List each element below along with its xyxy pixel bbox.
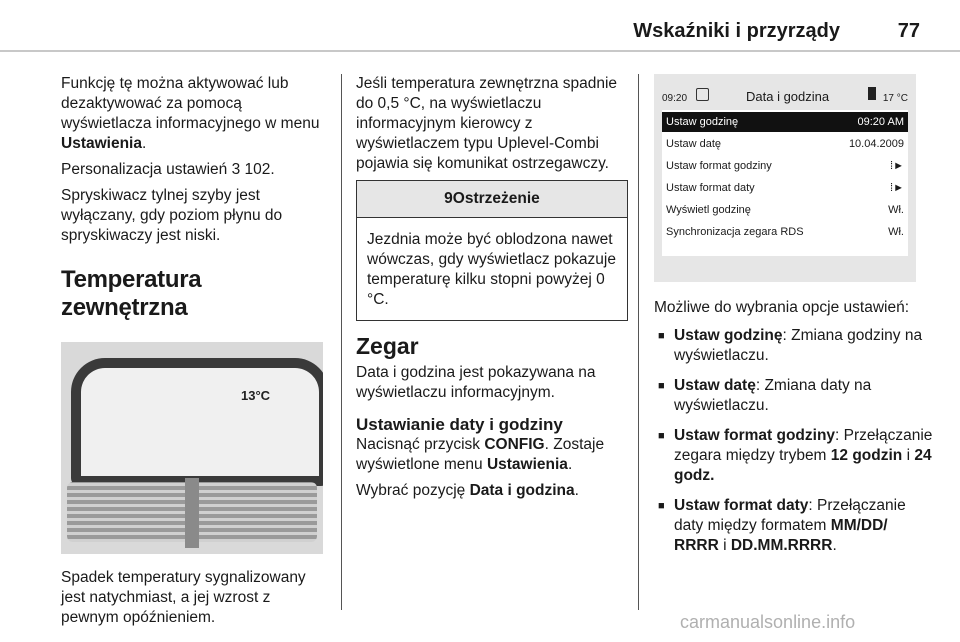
menu-row-label: Ustaw format godziny bbox=[666, 160, 772, 172]
text: i bbox=[902, 447, 915, 464]
watermark: carmanualsonline.info bbox=[680, 612, 856, 632]
paragraph bbox=[356, 481, 628, 501]
warning-body: Jezdnia może być oblodzona nawet wówczas, gdy wyświetlacz pokazuje temperaturę kilku stopni powyżej 0 °C. bbox=[367, 231, 616, 308]
display-topbar bbox=[662, 86, 908, 106]
text: Personalizacja ustawień bbox=[61, 161, 232, 178]
option-name: Ustaw datę bbox=[674, 377, 756, 394]
menu-name: Ustawienia bbox=[61, 135, 142, 152]
paragraph: Możliwe do wybrania opcje ustawień: bbox=[654, 299, 910, 316]
menu-row-label: Ustaw format daty bbox=[666, 182, 755, 194]
list-item bbox=[654, 376, 934, 416]
paragraph bbox=[356, 435, 628, 475]
text: Wybrać pozycję bbox=[356, 482, 470, 499]
button-name: CONFIG bbox=[484, 436, 545, 453]
header-rule bbox=[0, 50, 960, 52]
menu-row[interactable] bbox=[662, 112, 908, 132]
paragraph: Spryskiwacz tylnej szyby jest wyłączany, gdy poziom płynu do spryskiwaczy jest niski. bbox=[61, 187, 283, 244]
menu-row-label: Wyświetl godzinę bbox=[666, 204, 751, 216]
option-name: Ustaw godzinę bbox=[674, 327, 783, 344]
option-description: : Zmiana daty na wyświetlaczu. bbox=[674, 377, 872, 414]
instrument-panel bbox=[71, 358, 323, 486]
menu-name: Ustawienia bbox=[486, 456, 568, 473]
column-2 bbox=[356, 74, 628, 507]
warning-box bbox=[356, 180, 628, 321]
option-value: MM/DD/ RRRR bbox=[674, 517, 888, 554]
thermometer-icon bbox=[868, 87, 876, 100]
page-reference: 102. bbox=[240, 161, 275, 178]
text: . bbox=[567, 456, 573, 473]
warning-icon: 9 bbox=[444, 190, 453, 207]
display-time: 09:20 bbox=[662, 93, 688, 104]
option-value: 24 godz. bbox=[674, 447, 932, 484]
paragraph: Data i godzina jest pokazywana na wyświetlaczu informacyjnym. bbox=[356, 364, 596, 401]
submenu-arrow-icon: ⁞► bbox=[890, 160, 904, 172]
column-3 bbox=[654, 74, 934, 566]
options-list bbox=[654, 326, 934, 556]
option-value: 12 godzin bbox=[830, 447, 903, 464]
subsection-heading: Ustawianie daty i godziny bbox=[356, 415, 563, 434]
clock-icon bbox=[696, 88, 709, 101]
temperature-readout: 13°C bbox=[241, 388, 271, 403]
display-screenshot bbox=[654, 74, 916, 282]
air-vents bbox=[67, 482, 317, 542]
page-title: Wskaźniki i przyrządy bbox=[633, 20, 840, 42]
menu-row-value: Wł. bbox=[888, 226, 904, 238]
option-value: DD.MM.RRRR bbox=[730, 537, 833, 554]
menu-row[interactable] bbox=[662, 178, 908, 198]
warning-label: Ostrzeżenie bbox=[452, 190, 540, 207]
menu-row-value: 10.04.2009 bbox=[848, 138, 904, 150]
text: . bbox=[141, 135, 147, 152]
text: . bbox=[574, 482, 579, 499]
menu-row-label: Synchronizacja zegara RDS bbox=[666, 226, 804, 238]
display-title: Data i godzina bbox=[746, 89, 830, 104]
text: i bbox=[718, 537, 731, 554]
menu-row[interactable] bbox=[662, 134, 908, 154]
paragraph bbox=[61, 74, 329, 154]
menu-item-name: Data i godzina bbox=[469, 482, 575, 499]
section-heading: Zegar bbox=[356, 333, 419, 359]
warning-title bbox=[357, 181, 627, 218]
option-description: : Przełączanie daty między formatem bbox=[674, 497, 906, 534]
text: Nacisnąć przycisk bbox=[356, 436, 485, 453]
menu-row[interactable] bbox=[662, 156, 908, 176]
section-heading: Temperatura zewnętrzna bbox=[61, 266, 202, 321]
text: Funkcję tę można aktywować lub dezaktywować za pomocą wyświetlacza informacyjnego w menu bbox=[61, 75, 320, 132]
text: . Zostaje wyświetlone menu bbox=[356, 436, 605, 473]
option-description: : Przełączanie zegara między trybem bbox=[674, 427, 933, 464]
page-reference-icon: 3 bbox=[231, 161, 241, 178]
menu-row-value: 09:20 AM bbox=[857, 116, 904, 128]
submenu-arrow-icon: ⁞► bbox=[890, 182, 904, 194]
vent-divider bbox=[185, 478, 199, 548]
menu-row-value: Wł. bbox=[888, 204, 904, 216]
dashboard-photo bbox=[61, 342, 323, 554]
column-divider bbox=[341, 74, 342, 610]
menu-row-label: Ustaw godzinę bbox=[666, 116, 739, 128]
display-menu bbox=[662, 110, 908, 256]
paragraph: Spadek temperatury sygnalizowany jest natychmiast, a jej wzrost z pewnym opóźnieniem. bbox=[61, 569, 306, 626]
column-1 bbox=[61, 74, 329, 634]
list-item bbox=[654, 426, 934, 486]
menu-row[interactable] bbox=[662, 222, 908, 242]
text: . bbox=[832, 537, 837, 554]
list-item bbox=[654, 496, 934, 556]
menu-row[interactable] bbox=[662, 200, 908, 220]
list-item bbox=[654, 326, 934, 366]
display-temperature: 17 °C bbox=[882, 93, 908, 104]
option-name: Ustaw format daty bbox=[674, 497, 809, 514]
paragraph: Jeśli temperatura zewnętrzna spadnie do 0,5 °C, na wyświetlaczu informacyjnym kierowcy z wyświetlaczem typu Uplevel-Combi pojawia się komunikat ostrzegawczy. bbox=[356, 75, 618, 172]
option-name: Ustaw format godziny bbox=[674, 427, 836, 444]
paragraph bbox=[61, 160, 329, 180]
page-number: 77 bbox=[897, 20, 920, 42]
menu-row-label: Ustaw datę bbox=[666, 138, 722, 150]
page-header bbox=[0, 0, 960, 52]
column-divider bbox=[638, 74, 639, 610]
option-description: : Zmiana godziny na wyświetlaczu. bbox=[674, 327, 923, 364]
